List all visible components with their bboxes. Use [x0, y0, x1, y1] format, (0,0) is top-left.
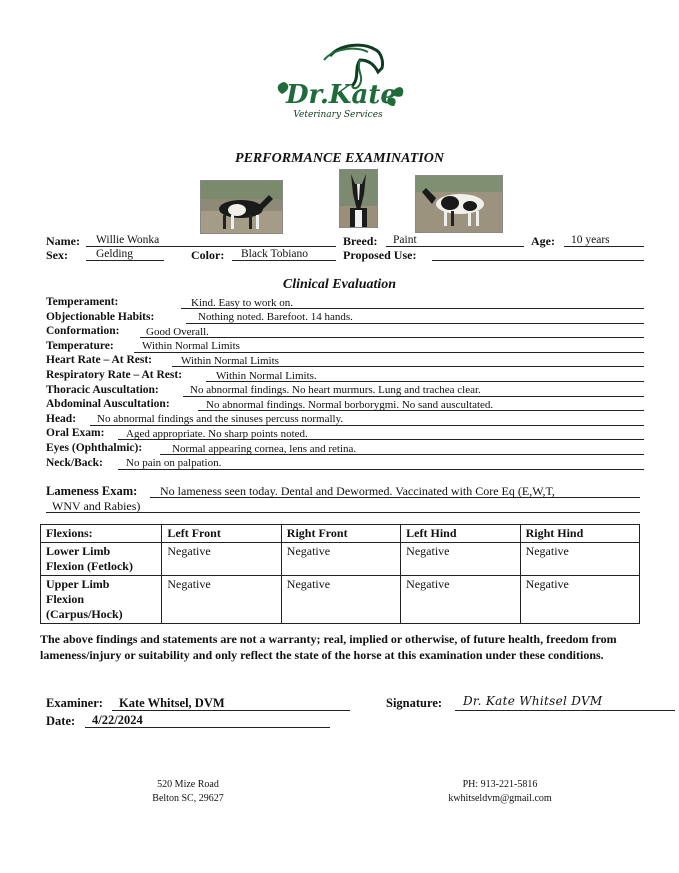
footer-contact — [430, 778, 570, 806]
clinical-item-value: Nothing noted. Barefoot. 14 hands. — [198, 311, 353, 324]
clinical-item-value: Good Overall. — [146, 325, 209, 338]
sex-label: Sex: — [46, 248, 68, 262]
date-value: 4/22/2024 — [92, 713, 143, 727]
name-value: Willie Wonka — [96, 234, 160, 246]
sex-underline — [86, 260, 164, 261]
email-address: kwhitseldvm@gmail.com — [448, 793, 552, 804]
signature-script: Dr. Kate Whitsel DVM — [463, 694, 603, 708]
table-cell: Negative — [281, 576, 400, 624]
lameness-value-line2: WNV and Rabies) — [52, 499, 141, 513]
clinical-item-label: Conformation: — [46, 325, 120, 338]
color-label: Color: — [191, 248, 225, 262]
horse-photo-front — [339, 169, 378, 228]
table-cell: Negative — [520, 576, 639, 624]
disclaimer-text: The above findings and statements are not a warranty; real, implied or otherwise, of future health, freedom from lameness/injury or suitability and only reflect the state of the horse at this examination under these conditions. — [40, 632, 617, 662]
clinical-item-label: Heart Rate – At Rest: — [46, 354, 153, 367]
breed-label: Breed: — [343, 234, 378, 248]
flexions-header-cell: Right Front — [281, 525, 400, 543]
clinical-item-value: Within Normal Limits. — [216, 369, 317, 382]
row-header-line: (Carpus/Hock) — [46, 607, 123, 621]
table-cell: Negative — [162, 576, 281, 624]
row-header-line: Upper Limb — [46, 577, 110, 591]
clinical-item-value: Normal appearing cornea, lens and retina. — [172, 442, 357, 455]
clinical-item-label: Eyes (Ophthalmic): — [46, 442, 143, 454]
name-underline — [86, 246, 336, 247]
table-cell: Negative — [401, 543, 520, 576]
clinical-item-value: No abnormal findings. Normal borborygmi. No sand auscultated. — [206, 398, 494, 411]
row-header-line: Lower Limb — [46, 544, 111, 558]
examiner-label: Examiner: — [46, 696, 103, 710]
clinical-item-label: Respiratory Rate – At Rest: — [46, 369, 183, 381]
document-title: PERFORMANCE EXAMINATION — [235, 151, 444, 166]
clinical-item-label: Thoracic Auscultation: — [46, 383, 159, 396]
clinical-item-label: Head: — [46, 412, 77, 425]
lameness-value-line1: No lameness seen today. Dental and Dewormed. Vaccinated with Core Eq (E,W,T, — [160, 484, 555, 498]
address-line-2: Belton SC, 29627 — [152, 793, 224, 804]
signature-underline — [455, 710, 675, 711]
color-value: Black Tobiano — [241, 248, 309, 260]
clinical-item-label: Oral Exam: — [46, 427, 105, 440]
clinical-item-value: Kind. Easy to work on. — [191, 296, 294, 309]
age-value: 10 years — [571, 234, 610, 246]
proposed-use-underline — [432, 260, 644, 261]
flexions-header-cell: Left Front — [162, 525, 281, 543]
lameness-label: Lameness Exam: — [46, 484, 138, 498]
phone-number: PH: 913-221-5816 — [462, 779, 538, 790]
flexions-header-cell: Right Hind — [520, 525, 639, 543]
clinical-item-label: Temperature: — [46, 339, 114, 352]
row-header-line: Flexion — [46, 592, 84, 606]
proposed-use-label: Proposed Use: — [343, 248, 417, 262]
color-underline — [232, 260, 336, 261]
name-label: Name: — [46, 234, 80, 248]
table-cell: Negative — [162, 543, 281, 576]
horse-photo-side-left — [200, 180, 283, 234]
clinical-item-value: Within Normal Limits — [181, 354, 279, 367]
flexions-header-cell: Left Hind — [401, 525, 520, 543]
logo-tagline: Veterinary Services — [293, 110, 383, 120]
row-header-line: Flexion (Fetlock) — [46, 559, 133, 573]
date-label: Date: — [46, 714, 76, 728]
address-line-1: 520 Mize Road — [157, 779, 219, 790]
flexions-table — [40, 524, 640, 624]
breed-value: Paint — [393, 234, 417, 246]
clinical-item-value: Aged appropriate. No sharp points noted. — [126, 427, 308, 440]
row-header-cell — [41, 543, 162, 576]
clinical-item-label: Abdominal Auscultation: — [46, 398, 170, 411]
table-row — [41, 576, 640, 624]
row-header-cell — [41, 576, 162, 624]
clinical-item-value: No abnormal findings and the sinuses percuss normally. — [97, 413, 344, 426]
table-row — [41, 543, 640, 576]
clinical-item-value: No abnormal findings. No heart murmurs. Lung and trachea clear. — [190, 384, 481, 397]
signature-label: Signature: — [386, 696, 443, 710]
clinical-item-value: Within Normal Limits — [142, 340, 240, 353]
age-underline — [564, 246, 644, 247]
logo-brand-text: Dr.Kate — [286, 80, 397, 110]
age-label: Age: — [531, 234, 555, 248]
footer-address — [128, 778, 248, 806]
clinical-item-label: Temperament: — [46, 296, 119, 308]
breed-underline — [386, 246, 524, 247]
table-cell: Negative — [520, 543, 639, 576]
examiner-value: Kate Whitsel, DVM — [119, 696, 225, 710]
clinical-item-underline — [140, 337, 644, 338]
table-cell: Negative — [281, 543, 400, 576]
sex-value: Gelding — [96, 248, 134, 260]
table-cell: Negative — [401, 576, 520, 624]
flexions-header-row — [41, 525, 640, 543]
horse-photo-side-right — [415, 175, 503, 233]
clinical-item-value: No pain on palpation. — [126, 457, 222, 470]
clinic-logo — [268, 38, 408, 130]
clinical-item-label: Neck/Back: — [46, 456, 103, 469]
flexions-header-cell: Flexions: — [41, 525, 162, 543]
clinical-item-label: Objectionable Habits: — [46, 310, 155, 323]
clinical-evaluation-title: Clinical Evaluation — [282, 277, 397, 292]
